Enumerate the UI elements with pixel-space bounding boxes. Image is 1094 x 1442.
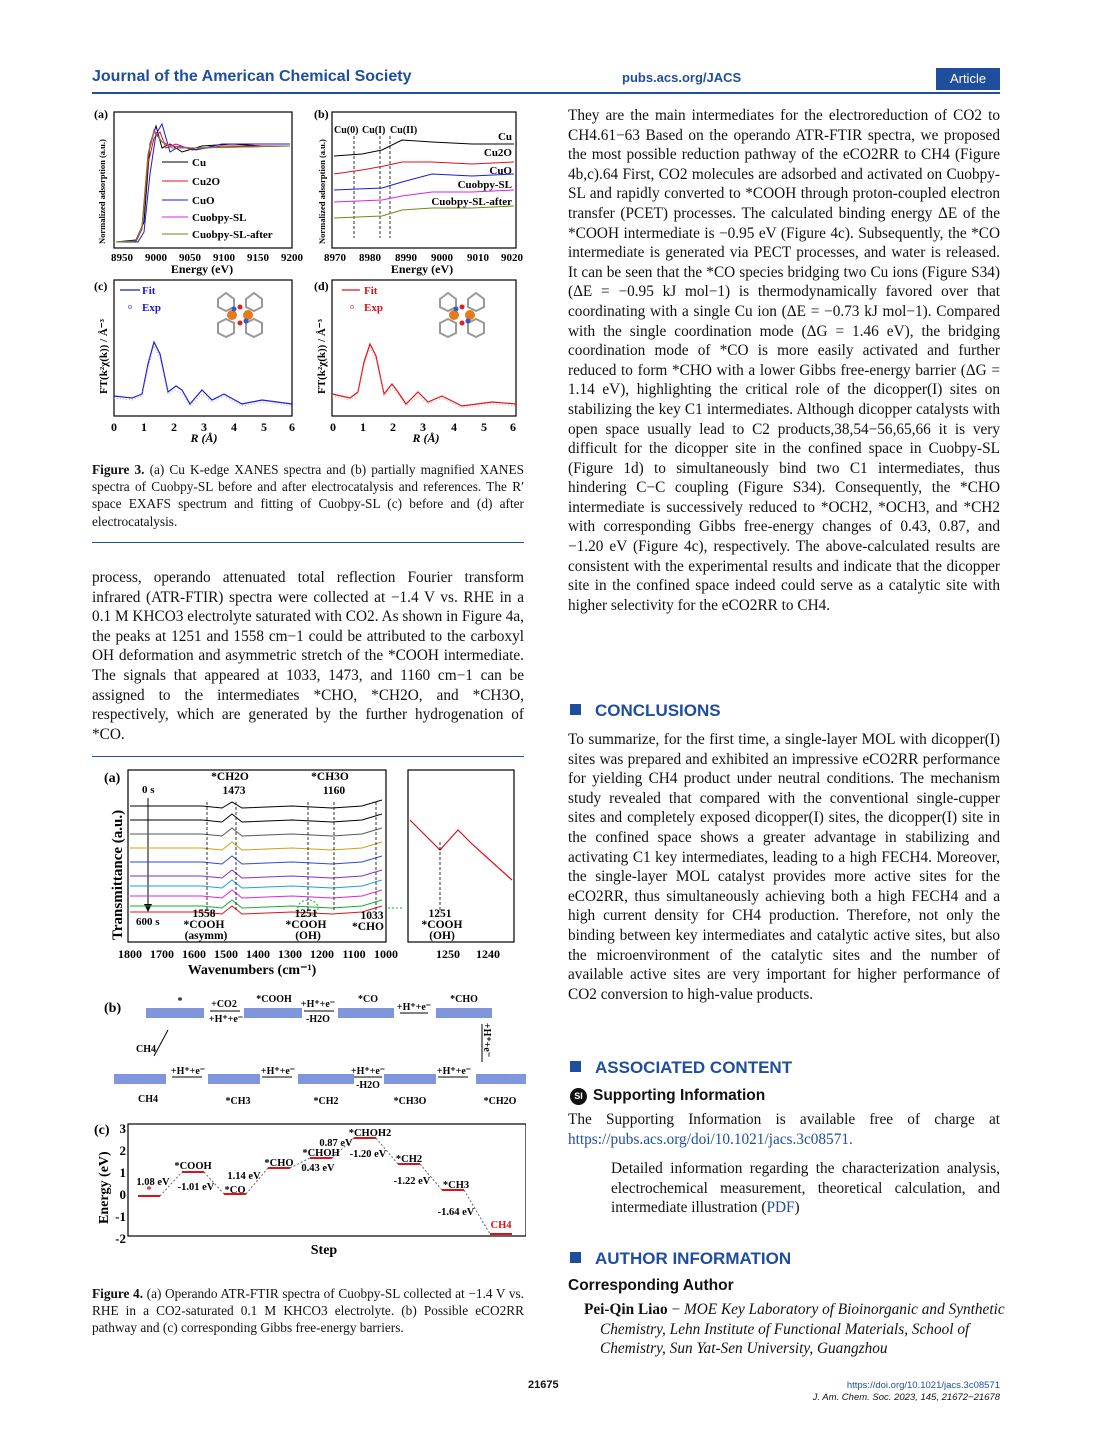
- fig4-panel-b: [104, 994, 526, 1107]
- fig3a-legend-cuo: CuO: [192, 195, 215, 207]
- svg-text:R (Å): R (Å): [190, 431, 218, 445]
- si-heading: SI Supporting Information: [570, 1087, 765, 1105]
- svg-text:*CHOH: *CHOH: [302, 1148, 340, 1159]
- svg-text:1251: 1251: [428, 908, 452, 920]
- molecule-icon: [218, 293, 262, 337]
- svg-text:-1.64 eV: -1.64 eV: [437, 1207, 475, 1218]
- svg-text:0: 0: [119, 1187, 126, 1202]
- svg-text:*CH3: *CH3: [225, 1096, 251, 1107]
- svg-text:(c): (c): [94, 1123, 110, 1138]
- svg-text:2: 2: [171, 420, 177, 434]
- fig3a-legend-cu: Cu: [192, 157, 207, 169]
- svg-text:2: 2: [119, 1143, 126, 1158]
- associated-heading: ASSOCIATED CONTENT: [570, 1058, 792, 1078]
- svg-text:1500: 1500: [214, 947, 238, 961]
- svg-text:8970: 8970: [324, 252, 346, 264]
- svg-text:CH4: CH4: [490, 1220, 512, 1231]
- svg-text:9010: 9010: [467, 252, 489, 264]
- svg-text:Cuobpy-SL-after: Cuobpy-SL-after: [431, 196, 512, 208]
- journal-url[interactable]: pubs.acs.org/JACS: [622, 70, 742, 85]
- svg-text:9150: 9150: [247, 252, 269, 264]
- svg-text:Normalized adsorption (a.u.): Normalized adsorption (a.u.): [317, 139, 327, 244]
- svg-text:+CO2: +CO2: [211, 999, 237, 1010]
- fig3a-xlabel: Energy (eV): [170, 262, 234, 276]
- svg-text:*COOH: *COOH: [285, 919, 327, 931]
- fig3a-legend-sl: Cuobpy-SL: [192, 212, 247, 224]
- si-link[interactable]: https://pubs.acs.org/doi/10.1021/jacs.3c08571.: [568, 1130, 853, 1148]
- svg-text:Exp: Exp: [142, 302, 161, 314]
- molecule-icon: [440, 293, 484, 337]
- section-square-icon: [570, 1252, 581, 1263]
- svg-text:*CH2O: *CH2O: [211, 771, 249, 783]
- svg-text:6: 6: [289, 420, 295, 434]
- svg-text:+H⁺+e⁻: +H⁺+e⁻: [396, 1002, 432, 1013]
- svg-text:1400: 1400: [246, 947, 270, 961]
- svg-text:-1.22 eV: -1.22 eV: [393, 1176, 431, 1187]
- svg-text:1: 1: [360, 420, 366, 434]
- svg-text:1033: 1033: [360, 910, 384, 922]
- svg-text:6: 6: [510, 420, 516, 434]
- svg-text:3: 3: [420, 420, 426, 434]
- fig3a-label: (a): [94, 107, 108, 121]
- svg-text:FT(k²χ(k)) / Å⁻³: FT(k²χ(k)) / Å⁻³: [98, 319, 110, 394]
- svg-text:8950: 8950: [111, 252, 133, 264]
- svg-text:2: 2: [390, 420, 396, 434]
- svg-text:*: *: [177, 996, 183, 1007]
- svg-text:*CHO: *CHO: [264, 1158, 294, 1169]
- svg-text:-1: -1: [115, 1209, 126, 1224]
- svg-text:1800: 1800: [118, 947, 142, 961]
- svg-text:-H2O: -H2O: [306, 1014, 330, 1025]
- svg-text:R (Å): R (Å): [412, 431, 440, 445]
- svg-text:*CH2: *CH2: [313, 1096, 339, 1107]
- article-badge: Article: [936, 68, 1000, 90]
- svg-text:*CH3O: *CH3O: [311, 771, 349, 783]
- svg-text:8990: 8990: [395, 252, 417, 264]
- svg-text:Step: Step: [310, 1243, 338, 1258]
- svg-text:*CHOH2: *CHOH2: [348, 1128, 392, 1139]
- svg-text:+H⁺+e⁻: +H⁺+e⁻: [436, 1066, 472, 1077]
- figure-4: [92, 762, 526, 1276]
- svg-text:9020: 9020: [501, 252, 523, 264]
- svg-text:*CO: *CO: [358, 994, 378, 1005]
- svg-text:0: 0: [111, 420, 117, 434]
- svg-text:4: 4: [231, 420, 237, 434]
- section-square-icon: [570, 704, 581, 715]
- svg-text:*CH3: *CH3: [442, 1180, 470, 1191]
- page-number: 21675: [528, 1379, 559, 1391]
- svg-text:Energy (eV): Energy (eV): [97, 1151, 112, 1224]
- svg-text:1558: 1558: [192, 908, 216, 920]
- svg-text:Exp: Exp: [364, 302, 383, 314]
- fig4-panel-a: [104, 770, 514, 978]
- svg-text:(a): (a): [104, 771, 121, 786]
- author-heading: AUTHOR INFORMATION: [570, 1249, 791, 1269]
- svg-text:0.87 eV: 0.87 eV: [319, 1138, 353, 1149]
- svg-text:(b): (b): [314, 107, 329, 121]
- fig3a-legend-cu2o: Cu2O: [192, 176, 221, 188]
- svg-text:+H⁺+e⁻: +H⁺+e⁻: [350, 1066, 386, 1077]
- svg-text:1300: 1300: [278, 947, 302, 961]
- svg-text:5: 5: [261, 420, 267, 434]
- svg-text:1100: 1100: [342, 947, 366, 961]
- svg-text:1: 1: [119, 1165, 126, 1180]
- svg-text:*CH2: *CH2: [395, 1154, 423, 1165]
- svg-text:3: 3: [201, 420, 207, 434]
- svg-text:1200: 1200: [310, 947, 334, 961]
- svg-text:Energy (eV): Energy (eV): [390, 262, 454, 276]
- svg-text:*COOH: *COOH: [174, 1161, 212, 1172]
- svg-text:CH4: CH4: [136, 1044, 156, 1055]
- svg-text:Cu: Cu: [497, 131, 512, 143]
- svg-text:1251: 1251: [294, 908, 318, 920]
- svg-text:*CO: *CO: [224, 1185, 246, 1196]
- fig4-panel-c: [94, 1121, 526, 1258]
- svg-text:600 s: 600 s: [136, 916, 160, 928]
- svg-text:1160: 1160: [322, 785, 346, 797]
- figure-3: [92, 104, 526, 450]
- svg-text:FT(k²χ(k)) / Å⁻³: FT(k²χ(k)) / Å⁻³: [316, 319, 328, 394]
- svg-text:CuO: CuO: [489, 165, 512, 177]
- svg-text:(d): (d): [314, 279, 329, 293]
- svg-text:9000: 9000: [145, 252, 167, 264]
- conclusions-text: To summarize, for the first time, a single-layer MOL with dicopper(I) sites was prepared and exhibited an impressive eCO2RR performance for yielding CH4 product under neutral conditions. The mechanism study revealed that compared with the conventional single-cupper sites and completely exposed dicopper(I) sites, the dicopper(I) site in the confined space shows a greater advantage in stabilizing and activating C1 key intermediates, leading to a high FECH4. Moreover, the single-layer MOL catalyst provides more active sites for the eCO2RR, thus simultaneously achieving both a high FECH4 and a high current density for CH4 production. Therefore, not only the binding between key intermediates and catalytic active sites, but also the microenvironment of the catalytic sites and the number of available active sites are very important for higher performance of CO2 conversion to high-value products.: [568, 731, 1000, 1003]
- author-entry: Pei-Qin Liao − MOE Key Laboratory of Bioinorganic and Synthetic Chemistry, Lehn Institute of Functional Materials, School of Chemistry, Sun Yat-Sen University, Guangzhou: [584, 1301, 1005, 1358]
- pdf-link[interactable]: PDF: [766, 1199, 795, 1217]
- svg-text:5: 5: [481, 420, 487, 434]
- svg-text:-2: -2: [115, 1231, 126, 1246]
- svg-text:Transmittance (a.u.): Transmittance (a.u.): [110, 809, 126, 940]
- svg-text:(b): (b): [104, 1001, 122, 1016]
- svg-text:9050: 9050: [179, 252, 201, 264]
- svg-text:+H⁺+e⁻: +H⁺+e⁻: [208, 1014, 244, 1025]
- svg-text:*CHO: *CHO: [352, 921, 384, 933]
- svg-text:*: *: [146, 1185, 152, 1196]
- fig3-panel-d: [314, 279, 516, 445]
- svg-text:+H⁺+e⁻: +H⁺+e⁻: [260, 1066, 296, 1077]
- svg-text:+H⁺+e⁻: +H⁺+e⁻: [481, 1022, 492, 1058]
- svg-text:Cu(II): Cu(II): [390, 125, 418, 136]
- corresponding-author-heading: Corresponding Author: [568, 1277, 734, 1294]
- svg-text:1: 1: [141, 420, 147, 434]
- svg-text:1600: 1600: [182, 947, 206, 961]
- si-icon: SI: [570, 1088, 587, 1105]
- svg-text:8980: 8980: [359, 252, 381, 264]
- svg-text:+H⁺+e⁻: +H⁺+e⁻: [300, 999, 336, 1010]
- header-rule: [92, 92, 1000, 94]
- svg-text:*COOH: *COOH: [421, 919, 463, 931]
- figure-4-top-rule: [92, 756, 524, 757]
- svg-text:(asymm): (asymm): [184, 930, 228, 942]
- svg-text:Cu(0): Cu(0): [334, 125, 359, 136]
- svg-text:Cuobpy-SL: Cuobpy-SL: [457, 179, 512, 191]
- svg-text:1.08 eV: 1.08 eV: [136, 1177, 170, 1188]
- svg-text:1700: 1700: [150, 947, 174, 961]
- footer-citation: J. Am. Chem. Soc. 2023, 145, 21672−21678: [812, 1392, 1000, 1403]
- svg-text:(OH): (OH): [429, 930, 455, 942]
- svg-text:9200: 9200: [281, 252, 303, 264]
- svg-text:4: 4: [451, 420, 457, 434]
- svg-text:Fit: Fit: [364, 285, 378, 297]
- svg-text:9000: 9000: [431, 252, 453, 264]
- svg-text:*COOH: *COOH: [183, 919, 225, 931]
- svg-text:1000: 1000: [374, 947, 398, 961]
- figure-3-caption: Figure 3. (a) Cu K-edge XANES spectra and (b) partially magnified XANES spectra of Cuobpy-SL before and after electrocatalysis and references. The R′ space EXAFS spectrum and fitting of Cuobpy-SL (c) before and (d) after electrocatalysis.: [92, 462, 524, 529]
- svg-text:Cu(I): Cu(I): [362, 125, 386, 136]
- svg-text:0 s: 0 s: [142, 784, 155, 796]
- fig3a-legend-after: Cuobpy-SL-after: [192, 229, 273, 241]
- svg-text:Fit: Fit: [142, 285, 156, 297]
- svg-text:9100: 9100: [213, 252, 235, 264]
- svg-text:(OH): (OH): [295, 930, 321, 942]
- figure-4-caption: Figure 4. (a) Operando ATR-FTIR spectra of Cuobpy-SL collected at −1.4 V vs. RHE in a CO2-saturated 0.1 M KHCO3 electrolyte. (b) Possible eCO2RR pathway and (c) corresponding Gibbs free-energy barriers.: [92, 1286, 524, 1336]
- svg-text:0: 0: [330, 420, 336, 434]
- svg-text:+H⁺+e⁻: +H⁺+e⁻: [170, 1066, 206, 1077]
- svg-text:1250: 1250: [436, 947, 460, 961]
- fig3a-ylabel: Normalized adsorption (a.u.): [97, 139, 107, 244]
- left-body-text: process, operando attenuated total reflection Fourier transform infrared (ATR-FTIR) spectra were collected at −1.4 V vs. RHE in a 0.1 M KHCO3 electrolyte saturated with CO2. As shown in Figure 4a, the peaks at 1251 and 1558 cm−1 could be attributed to the carboxyl OH deformation and asymmetric stretch of the *COOH intermediate. The signals that appeared at 1033, 1473, and 1160 cm−1 can be assigned to the intermediates *CHO, *CH2O, and *CH3O, respectively, which are generated by the further hydrogenation of *CO.: [92, 569, 524, 743]
- svg-text:*COOH: *COOH: [256, 994, 292, 1005]
- svg-text:-1.01 eV: -1.01 eV: [177, 1182, 215, 1193]
- si-text: The Supporting Information is available free of charge at https://pubs.acs.org/doi/10.1021/jacs.3c08571.: [568, 1111, 1000, 1148]
- svg-text:Wavenumbers (cm⁻¹): Wavenumbers (cm⁻¹): [187, 963, 317, 978]
- svg-text:0.43 eV: 0.43 eV: [301, 1163, 335, 1174]
- right-body-text: They are the main intermediates for the electroreduction of CO2 to CH4.61−63 Based on the operando ATR-FTIR spectra, we proposed the most possible reduction pathway of the eCO2RR to CH4 (Figure 4b,c).64 First, CO2 molecules are adsorbed and activated on Cuobpy-SL and rapidly converted to *COOH through proton-coupled electron transfer (PCET) processes. The calculated binding energy ΔE of the *COOH intermediate is −0.95 eV (Figure 4c). Subsequently, the *CO intermediate is generated via PECT processes, and water is released. It can be seen that the *CO species bridging two Cu ions (Figure S34) (ΔE = −0.95 kJ mol−1) is thermodynamically favored over that coordinating with a single Cu ion (ΔE = −0.73 kJ mol−1). Compared with the single coordination mode (ΔG = 1.46 eV), the bridging coordination mode of *CO is more easily activated and further reduced to form *CHO with a lower Gibbs free-energy barrier (ΔG = 1.14 eV), highlighting the critical role of the dicopper(I) sites on stabilizing the key C1 intermediates. Although dicopper catalysts with open space usually lead to C2 products,38,54−56,65,66 it is very difficult for the dicopper site in the confined space in Cuobpy-SL (Figure 1d) to simultaneously bind two C1 intermediates, thus hindering C−C coupling (Figure S34). Consequently, the *CHO intermediate is successively reduced to *OCH2, *OCH3, and *CH2 with corresponding Gibbs free-energy changes of 0.43, 0.87, and −1.20 eV (Figure 4c), respectively. The above-calculated results are consistent with the experimental results and indicate that the dicopper site in the confined space indeed could serve as a catalytic site with higher selectivity for the eCO2RR to CH4.: [568, 107, 1000, 614]
- svg-text:1240: 1240: [476, 947, 500, 961]
- svg-text:*CHO: *CHO: [450, 994, 478, 1005]
- svg-text:1.14 eV: 1.14 eV: [227, 1171, 261, 1182]
- svg-text:1473: 1473: [222, 785, 246, 797]
- svg-text:CH4: CH4: [138, 1094, 158, 1105]
- si-detail: Detailed information regarding the characterization analysis, electrochemical measurement, theoretical calculation, and intermediate illustration (PDF): [611, 1160, 1000, 1217]
- conclusions-heading: CONCLUSIONS: [570, 701, 721, 721]
- fig3-panel-c: [94, 279, 295, 445]
- svg-text:-1.20 eV: -1.20 eV: [349, 1149, 387, 1160]
- footer-doi[interactable]: https://doi.org/10.1021/jacs.3c08571: [846, 1380, 1000, 1391]
- svg-text:*CH2O: *CH2O: [483, 1096, 517, 1107]
- svg-text:-H2O: -H2O: [356, 1080, 380, 1091]
- svg-text:*CH3O: *CH3O: [393, 1096, 427, 1107]
- figure-3-rule: [92, 542, 524, 543]
- fig3-panel-a: [94, 107, 304, 276]
- journal-title[interactable]: Journal of the American Chemical Society: [92, 68, 412, 85]
- section-square-icon: [570, 1061, 581, 1072]
- svg-text:(c): (c): [94, 279, 108, 293]
- svg-text:3: 3: [119, 1121, 126, 1136]
- fig3-panel-b: [314, 107, 524, 276]
- ftir-traces: [130, 800, 382, 914]
- svg-text:Cu2O: Cu2O: [483, 147, 512, 159]
